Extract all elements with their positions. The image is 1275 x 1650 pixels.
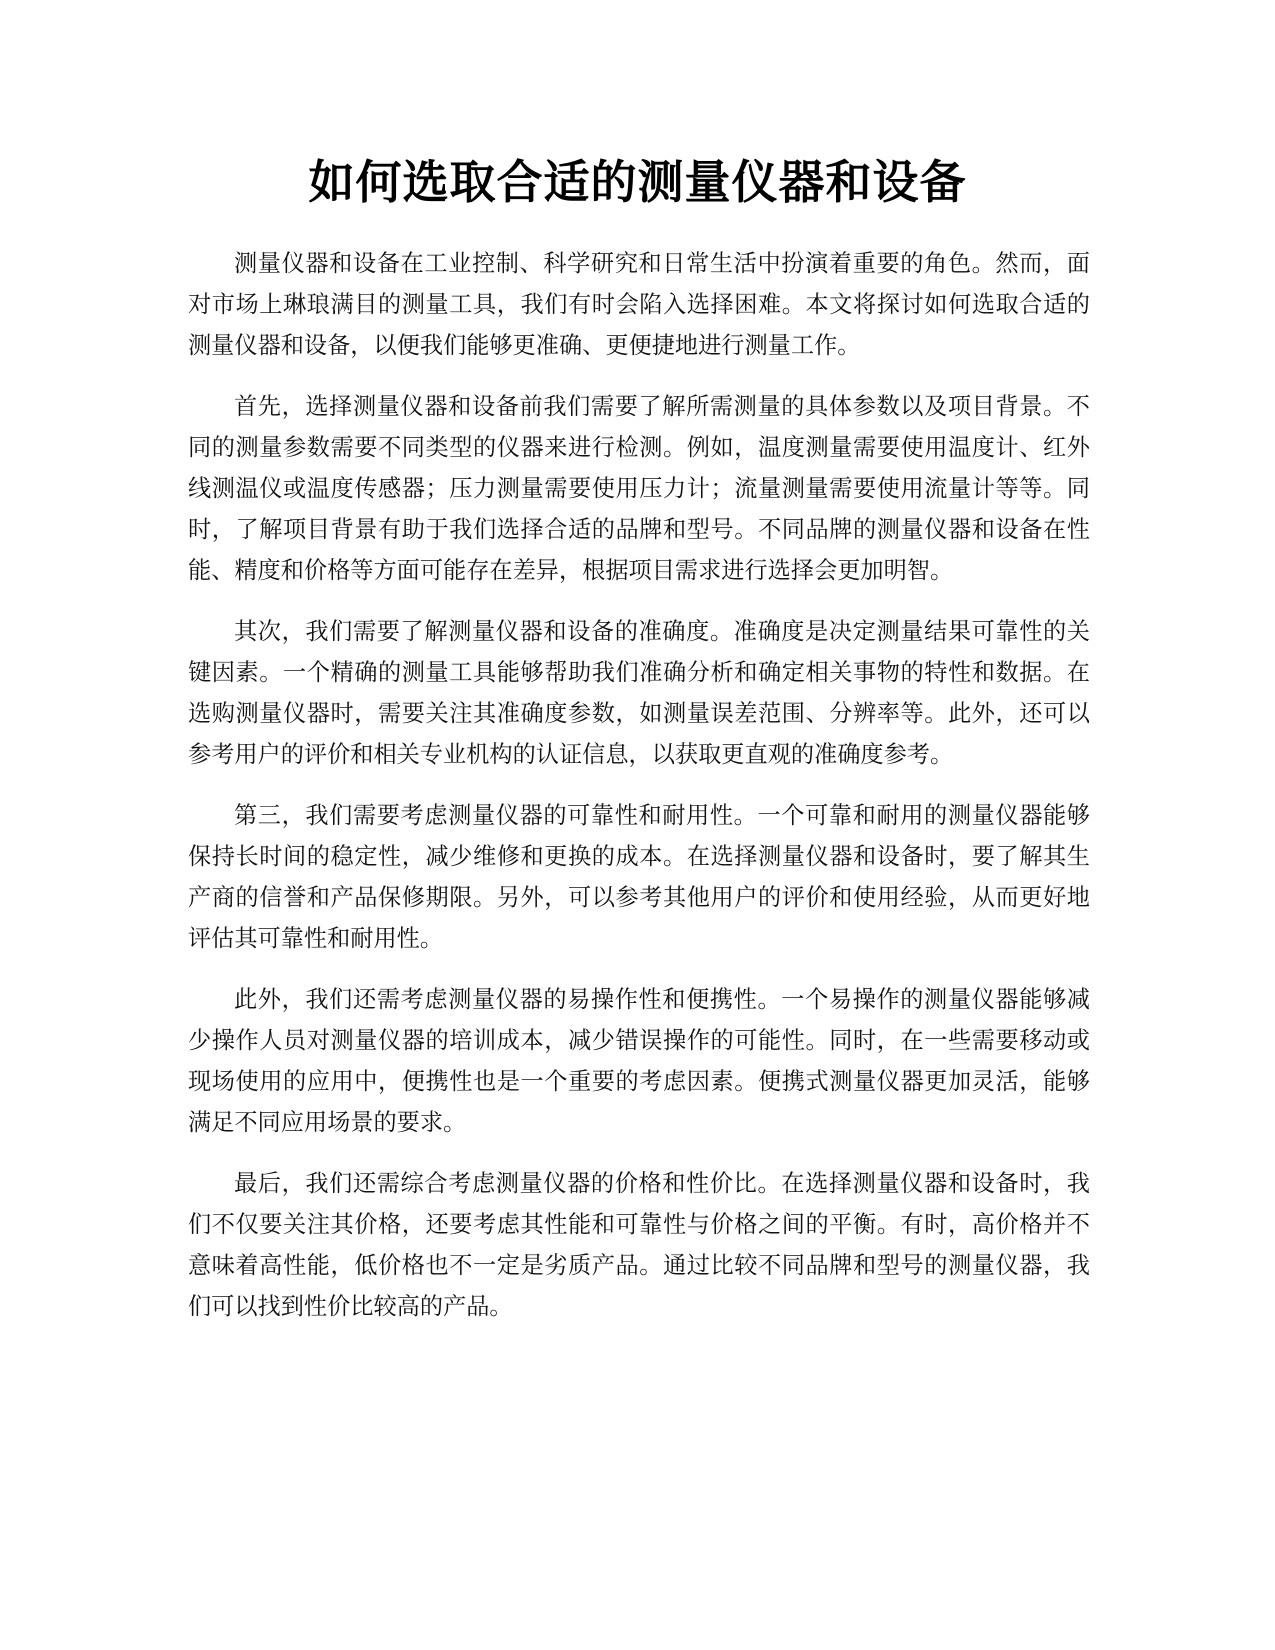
paragraph-intro: 测量仪器和设备在工业控制、科学研究和日常生活中扮演着重要的角色。然而，面对市场上琳琅满目的测量工具，我们有时会陷入选择困难。本文将探讨如何选取合适的测量仪器和设备，以便我们能够更准确、更便捷地进行测量工作。 [188, 250, 1090, 359]
document-body [188, 243, 1090, 1347]
paragraph-reliability: 第三，我们需要考虑测量仪器的可靠性和耐用性。一个可靠和耐用的测量仪器能够保持长时间的稳定性，减少维修和更换的成本。在选择测量仪器和设备时，要了解其生产商的信誉和产品保修期限。另外，可以参考其他用户的评价和使用经验，从而更好地评估其可靠性和耐用性。 [188, 802, 1090, 952]
document-title: 如何选取合适的测量仪器和设备 [308, 155, 967, 209]
paragraph-accuracy: 其次，我们需要了解测量仪器和设备的准确度。准确度是决定测量结果可靠性的关键因素。一个精确的测量工具能够帮助我们准确分析和确定相关事物的特性和数据。在选购测量仪器时，需要关注其准确度参数，如测量误差范围、分辨率等。此外，还可以参考用户的评价和相关专业机构的认证信息，以获取更直观的准确度参考。 [188, 618, 1090, 768]
paragraph-price: 最后，我们还需综合考虑测量仪器的价格和性价比。在选择测量仪器和设备时，我们不仅要关注其价格，还要考虑其性能和可靠性与价格之间的平衡。有时，高价格并不意味着高性能，低价格也不一定是劣质产品。通过比较不同品牌和型号的测量仪器，我们可以找到性价比较高的产品。 [188, 1170, 1090, 1320]
paragraph-usability: 此外，我们还需考虑测量仪器的易操作性和便携性。一个易操作的测量仪器能够减少操作人员对测量仪器的培训成本，减少错误操作的可能性。同时，在一些需要移动或现场使用的应用中，便携性也是一个重要的考虑因素。便携式测量仪器更加灵活，能够满足不同应用场景的要求。 [188, 986, 1090, 1136]
paragraph-parameters: 首先，选择测量仪器和设备前我们需要了解所需测量的具体参数以及项目背景。不同的测量参数需要不同类型的仪器来进行检测。例如，温度测量需要使用温度计、红外线测温仪或温度传感器；压力测量需要使用压力计；流量测量需要使用流量计等等。同时，了解项目背景有助于我们选择合适的品牌和型号。不同品牌的测量仪器和设备在性能、精度和价格等方面可能存在差异，根据项目需求进行选择会更加明智。 [188, 393, 1090, 584]
